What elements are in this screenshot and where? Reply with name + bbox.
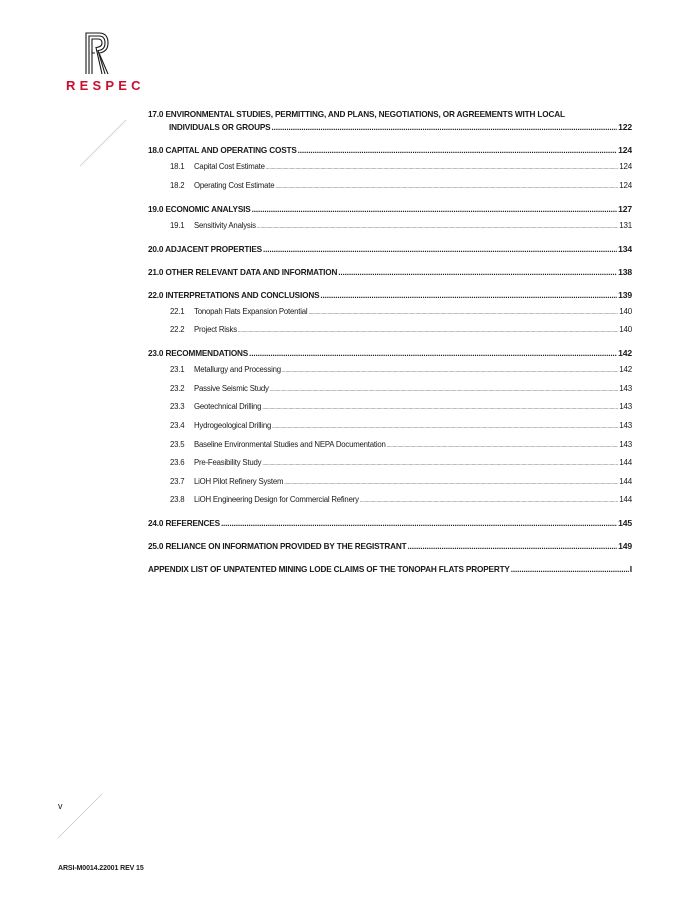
- toc-entry-19[interactable]: 19.0 ECONOMIC ANALYSIS ..... 127: [148, 203, 632, 215]
- page-number: v: [58, 801, 63, 811]
- toc-page-number: 140: [619, 325, 632, 335]
- toc-page-number: 122: [618, 122, 632, 132]
- toc-entry-20[interactable]: 20.0 ADJACENT PROPERTIES ..... 134: [148, 243, 632, 255]
- toc-entry-25[interactable]: 25.0 RELIANCE ON INFORMATION PROVIDED BY THE REGISTRANT ..... 149: [148, 540, 632, 552]
- toc-page-number: 142: [618, 348, 632, 359]
- toc-entry-23-3[interactable]: 23.3 Geotechnical Drilling ..... 143: [148, 401, 632, 413]
- toc-page-number: 142: [619, 365, 632, 375]
- toc-entry-23-5[interactable]: 23.5 Baseline Environmental Studies and NEPA Documentation ..... 143: [148, 439, 632, 451]
- toc-page-number: 143: [619, 383, 632, 393]
- toc-page-number: 124: [619, 180, 632, 190]
- brand-name: RESPEC: [66, 78, 145, 93]
- toc-entry-23-4[interactable]: 23.4 Hydrogeological Drilling ..... 143: [148, 420, 632, 432]
- toc-entry-appendix[interactable]: APPENDIX LIST OF UNPATENTED MINING LODE CLAIMS OF THE TONOPAH FLATS PROPERTY ..... I: [148, 563, 632, 575]
- toc-page-number: 127: [618, 203, 632, 214]
- toc-page-number: 145: [618, 518, 632, 529]
- toc-entry-23-1[interactable]: 23.1 Metallurgy and Processing ..... 142: [148, 364, 632, 376]
- toc-page-number: 143: [619, 439, 632, 449]
- toc-entry-23-2[interactable]: 23.2 Passive Seismic Study ..... 143: [148, 383, 632, 395]
- toc-page-number: 124: [619, 162, 632, 171]
- toc-page-number: 124: [618, 145, 632, 155]
- toc-entry-24[interactable]: 24.0 REFERENCES ..... 145: [148, 517, 632, 529]
- respec-monogram-icon: [82, 30, 112, 76]
- toc-page-number: 138: [618, 266, 632, 277]
- toc-entry-23[interactable]: 23.0 RECOMMENDATIONS ..... 142: [148, 347, 632, 359]
- toc-page-number: 149: [618, 541, 632, 552]
- toc-page-number: I: [629, 564, 632, 575]
- respec-logo: [62, 30, 145, 110]
- toc-entry-22-2[interactable]: 22.2 Project Risks ..... 140: [148, 324, 632, 336]
- toc-page-number: 134: [618, 243, 632, 254]
- toc-entry-17[interactable]: 17.0 ENVIRONMENTAL STUDIES, PERMITTING, AND PLANS, NEGOTIATIONS, OR AGREEMENTS WITH LOCAL INDIVIDUALS OR GROUPS ..... 122: [148, 108, 632, 133]
- decorative-diagonal-bottom: [56, 792, 104, 840]
- toc-page-number: 140: [619, 306, 632, 316]
- toc-entry-23-7[interactable]: 23.7 LiOH Pilot Refinery System ..... 144: [148, 476, 632, 488]
- table-of-contents: [148, 108, 632, 575]
- decorative-diagonal-top: [78, 118, 128, 168]
- toc-page-number: 144: [619, 476, 632, 486]
- toc-page-number: 144: [619, 458, 632, 468]
- toc-page-number: 143: [619, 402, 632, 412]
- toc-page-number: 143: [619, 420, 632, 430]
- toc-entry-22-1[interactable]: 22.1 Tonopah Flats Expansion Potential ..... 140: [148, 306, 632, 318]
- toc-entry-19-1[interactable]: 19.1 Sensitivity Analysis ..... 131: [148, 220, 632, 232]
- document-code: ARSI-M0014.22001 REV 15: [58, 865, 144, 872]
- toc-entry-18-2[interactable]: 18.2 Operating Cost Estimate ..... 124: [148, 180, 632, 192]
- toc-entry-22[interactable]: 22.0 INTERPRETATIONS AND CONCLUSIONS ..... 139: [148, 289, 632, 301]
- toc-entry-23-8[interactable]: 23.8 LiOH Engineering Design for Commercial Refinery ..... 144: [148, 494, 632, 506]
- toc-entry-18[interactable]: 18.0 CAPITAL AND OPERATING COSTS ..... 124: [148, 144, 632, 156]
- toc-entry-23-6[interactable]: 23.6 Pre-Feasibility Study ..... 144: [148, 457, 632, 469]
- toc-page-number: 144: [619, 495, 632, 505]
- toc-page-number: 131: [619, 220, 632, 230]
- toc-entry-21[interactable]: 21.0 OTHER RELEVANT DATA AND INFORMATION ..... 138: [148, 266, 632, 278]
- toc-entry-18-1[interactable]: 18.1 Capital Cost Estimate ..... 124: [148, 161, 632, 173]
- toc-page-number: 139: [618, 289, 632, 300]
